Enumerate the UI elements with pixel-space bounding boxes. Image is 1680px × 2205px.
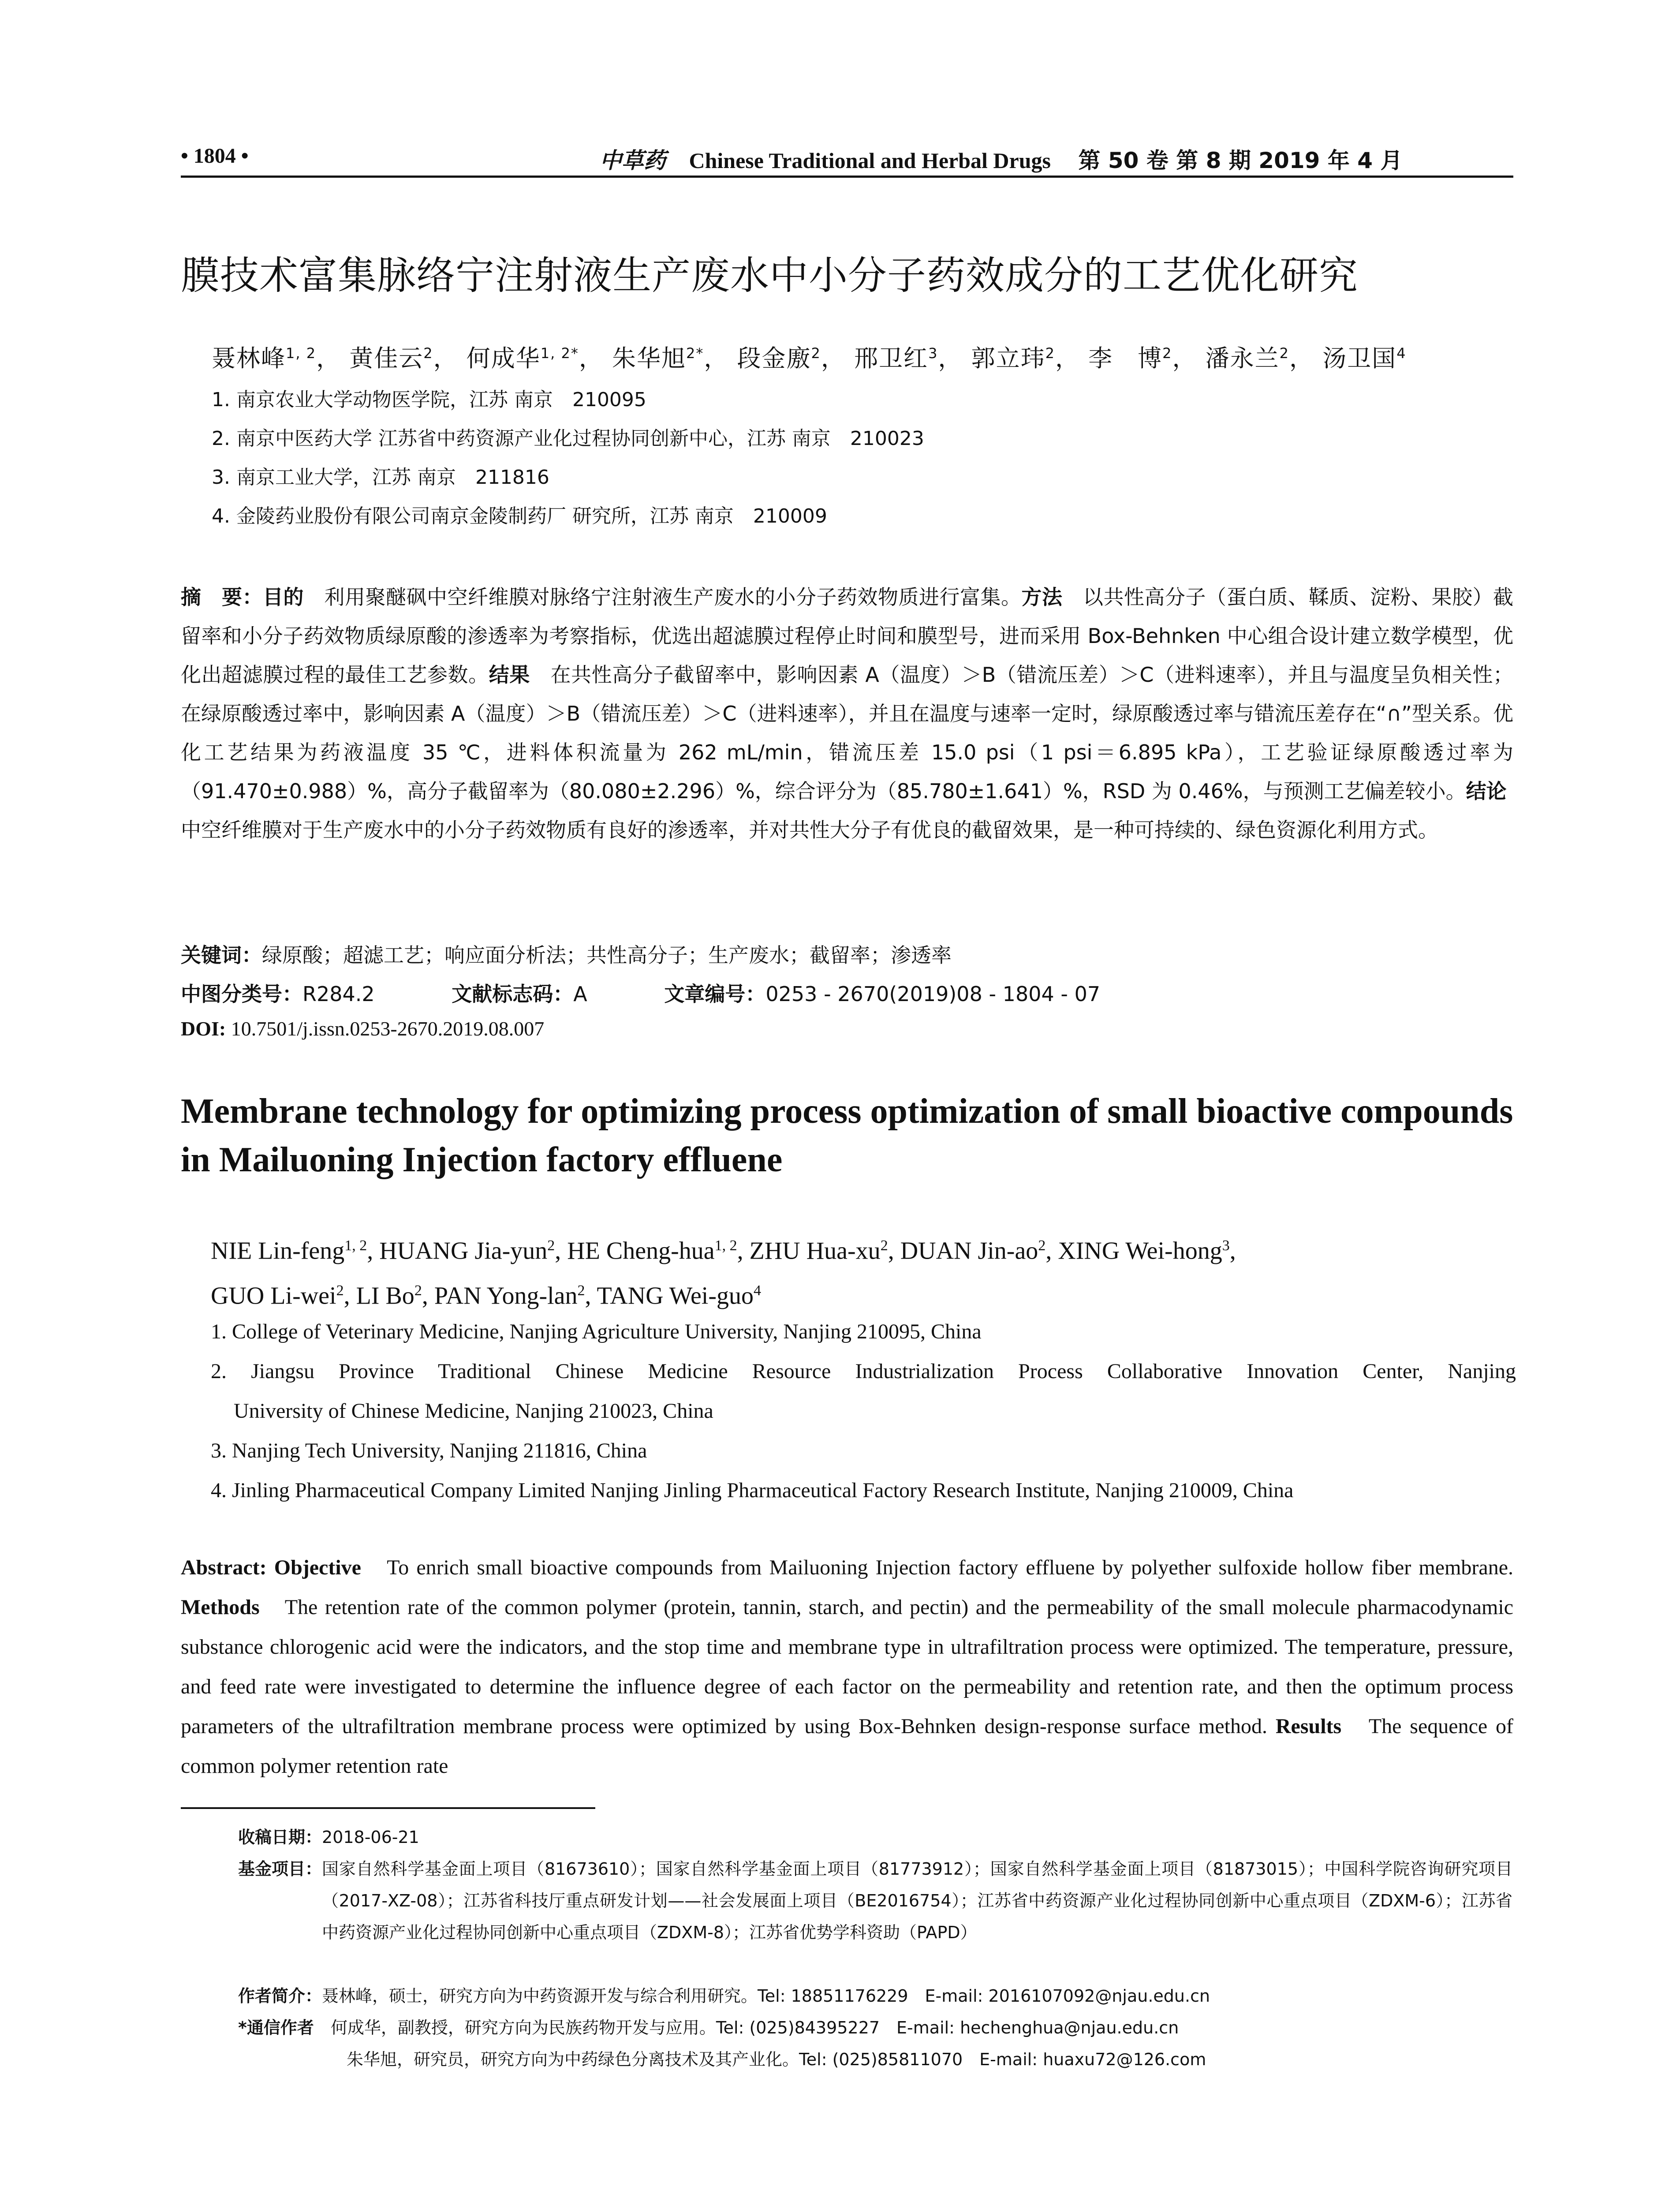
conclusion-text: 中空纤维膜对于生产废水中的小分子药效物质有良好的渗透率，并对共性大分子有优良的截留效果，是一种可持续的、绿色资源化利用方式。 — [181, 779, 1527, 842]
english-authors-line-1: NIE Lin-feng$^{1, 2}$, HUANG Jia-yun$^2$, HE Cheng-hua$^{1, 2}$, ZHU Hua-$xu^2$, DUAN Jin-$ao^2$, XING Wei-hong$^3$, — [211, 1237, 1236, 1265]
english-authors-line-2: GUO Li-wei$^2$, LI Bo$^2$, PAN Yong-lan$^2$, TANG Wei-guo$^4$ — [211, 1282, 761, 1310]
abstract-label: 摘 要： — [181, 585, 263, 609]
english-title: Membrane technology for optimizing process optimization of small bioactive compounds in Mailuoning Injection factory effluene — [181, 1092, 1513, 1179]
english-abstract — [181, 1548, 1513, 1786]
methods-label: 方法 — [1021, 585, 1063, 609]
author: DUAN Jin-ao — [900, 1237, 1038, 1265]
results-label: Results — [1275, 1715, 1342, 1738]
objective-text: 利用聚醚砜中空纤维膜对脉络宁注射液生产废水的小分子药效物质进行富集。 — [304, 585, 1022, 609]
author: 潘永兰 — [1205, 344, 1280, 372]
english-authors — [211, 1226, 1534, 1316]
author: 李 博 — [1088, 344, 1163, 372]
author: PAN Yong-lan — [434, 1282, 578, 1310]
author-affiliation-mark: 1, 2* — [540, 345, 579, 362]
author: 黄佳云 — [349, 344, 424, 372]
english-affiliation-1: 1. College of Veterinary Medicine, Nanjing Agriculture University, Nanjing 210095, China — [211, 1320, 982, 1343]
clc-value: R284.2 — [302, 982, 375, 1006]
author: 郭立玮 — [971, 344, 1045, 372]
fund-info — [238, 1853, 1512, 1948]
author-affiliation-mark: 2 — [811, 345, 821, 362]
results-text: 在共性高分子截留率中，影响因素 A（温度）＞B（错流压差）＞C（进料速率），并且与温度呈负相关性；在绿原酸透过率中，影响因素 A（温度）＞B（错流压差）＞C（进料速率），并且在温度与速率一定时，绿原酸透过率与错流压差存在“∩”型关系。优化工艺结果为药液温度 35 ℃，进料体积流量为 262 mL/min，错流压差 15.0 psi（1 psi＝6.895 kPa），工艺验证绿原酸透过率为（91.470±0.988）%，高分子截留率为（80.080±2.296）%，综合评分为（85.780±1.641）%，RSD 为 0.46%，与预测工艺偏差较小。 — [181, 663, 1514, 803]
author: GUO Li-wei — [211, 1282, 336, 1310]
corresponding-label: *通信作者 — [238, 2018, 314, 2037]
chinese-authors: 聂林峰$^{1, 2}$， 黄佳云$^2$， 何成华$^{1, 2*}$， 朱华旭$^{2*}$， 段金廒$^2$， 邢卫红$^3$， 郭立玮$^2$， 李 博$^2$， 潘永兰$^2$， 汤卫国$^4$ — [212, 344, 1407, 372]
author: 朱华旭 — [612, 344, 686, 372]
author-affiliation-mark: 2 — [336, 1282, 344, 1299]
author-affiliation-mark: 2 — [423, 345, 433, 362]
chinese-title: 膜技术富集脉络宁注射液生产废水中小分子药效成分的工艺优化研究 — [181, 253, 1359, 298]
author-affiliation-mark: 2 — [1045, 345, 1055, 362]
author: 聂林峰 — [212, 344, 286, 372]
journal-name: Chinese Traditional and Herbal Drugs — [689, 148, 1051, 173]
page-number: • 1804 • — [181, 144, 249, 168]
english-affiliation-4: 4. Jinling Pharmaceutical Company Limited Nanjing Jinling Pharmaceutical Factory Research Institute, Nanjing 210009, China — [211, 1479, 1294, 1502]
author-affiliation-mark: 3 — [928, 345, 938, 362]
author-affiliation-mark: 2 — [577, 1282, 585, 1299]
methods-text: 以共性高分子（蛋白质、鞣质、淀粉、果胶）截留率和小分子药效物质绿原酸的渗透率为考察指标，优选出超滤膜过程停止时间和膜型号，进而采用 Box-Behnken 中心组合设计建立数学模型，优化出超滤膜过程的最佳工艺参数。 — [181, 585, 1513, 687]
methods-text: The retention rate of the common polymer (protein, tannin, starch, and pectin) and the permeability of the small molecule pharmacodynamic substance chlorogenic acid were the indicators, and the stop time and membrane type in ultrafiltration process were optimized. The temperature, pressure, and feed rate were investigated to determine the influence degree of each factor on the permeability and retention rate, and then the optimum process parameters of the ultrafiltration membrane process were optimized by using Box-Behnken design-response surface method. — [181, 1596, 1513, 1738]
received-date — [238, 1821, 1512, 1853]
footnote-divider — [181, 1807, 595, 1809]
author: 何成华 — [466, 344, 541, 372]
fund-text: 国家自然科学基金面上项目（81673610）；国家自然科学基金面上项目（81773912）；国家自然科学基金面上项目（81873015）；中国科学院咨询研究项目（2017-XZ-08）；江苏省科技厅重点研发计划——社会发展面上项目（BE2016754）；江苏省中药资源产业化过程协同创新中心重点项目（ZDXM-6）；江苏省中药资源产业化过程协同创新中心重点项目（ZDXM-8）；江苏省优势学科资助（PAPD） — [322, 1859, 1512, 1942]
keywords — [181, 939, 952, 968]
author: 汤卫国 — [1322, 344, 1397, 372]
received-label: 收稿日期： — [238, 1828, 322, 1847]
classification-line — [181, 978, 1100, 1007]
keywords-text: 绿原酸；超滤工艺；响应面分析法；共性高分子；生产废水；截留率；渗透率 — [262, 943, 952, 967]
author-affiliation-mark: 4 — [1396, 345, 1407, 362]
author-affiliation-mark: 2 — [414, 1282, 422, 1299]
author-affiliation-mark: 2 — [1038, 1237, 1046, 1254]
objective-text: To enrich small bioactive compounds from Mailuoning Injection factory effluene by polyether sulfoxide hollow fiber membrane. — [361, 1556, 1514, 1579]
author-affiliation-mark: 2 — [880, 1237, 888, 1254]
journal-logo: 中草药 — [600, 148, 666, 173]
author: XING Wei-hong — [1058, 1237, 1222, 1265]
author-affiliation-mark: 2 — [1279, 345, 1290, 362]
article-no-label: 文章编号： — [664, 982, 766, 1006]
author: 邢卫红 — [854, 344, 929, 372]
chinese-affiliation-2: 2. 南京中医药大学 江苏省中药资源产业化过程协同创新中心，江苏 南京 210023 — [212, 427, 924, 450]
chinese-affiliation-4: 4. 金陵药业股份有限公司南京金陵制药厂 研究所，江苏 南京 210009 — [212, 505, 827, 527]
author-bio — [238, 1980, 1512, 2012]
english-affiliation-3: 3. Nanjing Tech University, Nanjing 211816, China — [211, 1439, 647, 1462]
issue-info: 第 50 卷 第 8 期 2019 年 4 月 — [1078, 148, 1403, 173]
chinese-affiliation-3: 3. 南京工业大学，江苏 南京 211816 — [212, 466, 549, 489]
fund-row — [238, 1853, 1512, 1948]
author-affiliation-mark: 2 — [547, 1237, 555, 1254]
author: HUANG Jia-yun — [379, 1237, 548, 1265]
author-affiliation-mark: 4 — [754, 1282, 761, 1299]
doi-value: 10.7501/j.issn.0253-2670.2019.08.007 — [226, 1017, 545, 1040]
corresponding-author-2: 朱华旭，研究员，研究方向为中药绿色分离技术及其产业化。Tel: (025)85811070 E-mail: huaxu72@126.com — [347, 2050, 1206, 2069]
running-header — [181, 140, 1513, 178]
author: TANG Wei-guo — [597, 1282, 754, 1310]
journal-info — [600, 143, 1402, 175]
clc-label: 中图分类号： — [181, 982, 302, 1006]
article-no-value: 0253 - 2670(2019)08 - 1804 - 07 — [765, 982, 1101, 1006]
objective-label: 目的 — [263, 585, 304, 609]
author: ZHU Hua-xu — [749, 1237, 881, 1265]
received-value: 2018-06-21 — [322, 1828, 419, 1847]
author: LI Bo — [356, 1282, 414, 1310]
doc-code-value: A — [573, 982, 587, 1006]
author-affiliation-mark: 1, 2 — [344, 1237, 367, 1254]
chinese-abstract — [181, 578, 1527, 849]
fund-label: 基金项目： — [238, 1859, 322, 1879]
author-affiliation-mark: 1, 2 — [714, 1237, 737, 1254]
author-affiliation-mark: 3 — [1222, 1237, 1230, 1254]
english-affiliation-2: 2. Jiangsu Province Traditional Chinese Medicine Resource Industrialization Process Collaborative Innovation Center, Nanjing — [211, 1360, 1516, 1383]
author-affiliation-mark: 1, 2 — [286, 345, 317, 362]
bio-label: 作者简介： — [238, 1986, 322, 2006]
results-text: The sequence of common polymer retention rate — [181, 1715, 1514, 1778]
corresponding-text-1: 何成华，副教授，研究方向为民族药物开发与应用。Tel: (025)84395227 E-mail: hechenghua@njau.edu.cn — [314, 2018, 1179, 2037]
corresponding-author-1 — [238, 2012, 1512, 2044]
doi-line — [181, 1017, 544, 1040]
author: 段金廒 — [737, 344, 811, 372]
doi-label: DOI: — [181, 1017, 226, 1040]
bio-text: 聂林峰，硕士，研究方向为中药资源开发与综合利用研究。Tel: 18851176229 E-mail: 2016107092@njau.edu.cn — [322, 1986, 1210, 2006]
keywords-label: 关键词： — [181, 943, 262, 967]
doc-code-label: 文献标志码： — [452, 982, 574, 1006]
abstract-objective-label: Abstract: Objective — [181, 1556, 361, 1579]
methods-label: Methods — [181, 1596, 260, 1619]
author-affiliation-mark: 2* — [686, 345, 704, 362]
english-affiliation-2-cont: University of Chinese Medicine, Nanjing 210023, China — [234, 1399, 713, 1423]
author: HE Cheng-hua — [567, 1237, 715, 1265]
conclusion-label: 结论 — [1466, 779, 1507, 803]
results-label: 结果 — [489, 663, 530, 687]
author-affiliation-mark: 2 — [1162, 345, 1172, 362]
author: NIE Lin-feng — [211, 1237, 345, 1265]
chinese-affiliation-1: 1. 南京农业大学动物医学院，江苏 南京 210095 — [212, 389, 646, 411]
